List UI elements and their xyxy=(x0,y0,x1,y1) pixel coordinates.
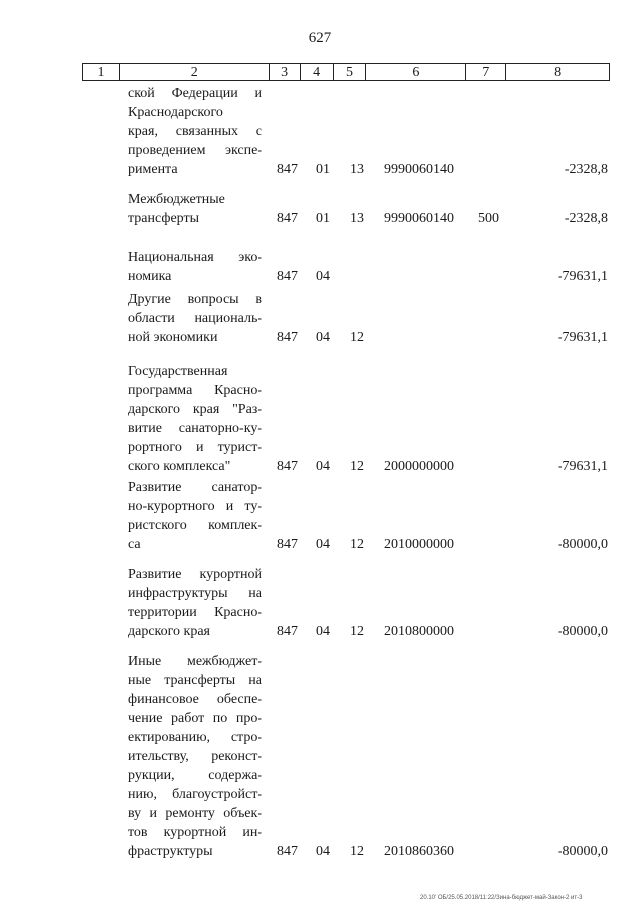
header-col-1: 1 xyxy=(83,64,120,80)
row-name-line: ной экономики xyxy=(128,330,218,345)
row-subsection: 12 xyxy=(350,844,364,859)
row-name-line: фраструктуры xyxy=(128,844,213,859)
row-name-line: инфраструктуры на xyxy=(128,586,262,601)
row-name-line: ристского комплек- xyxy=(128,518,262,533)
row-name xyxy=(128,190,262,228)
row-name-line: проведением экспе- xyxy=(128,143,262,158)
page-number: 627 xyxy=(308,30,332,46)
header-col-6: 6 xyxy=(366,64,466,80)
row-name xyxy=(128,652,262,861)
row-name-line: дарского края xyxy=(128,624,210,639)
row-name-line: римента xyxy=(128,162,178,177)
header-col-7: 7 xyxy=(466,64,506,80)
row-sum: -80000,0 xyxy=(557,844,608,859)
row-name-line: ительству, реконст- xyxy=(128,749,262,764)
row-name-line: Иные межбюджет- xyxy=(128,654,262,669)
row-name-line: рортного и турист- xyxy=(128,440,262,455)
row-name xyxy=(128,290,262,347)
row-name-line: ского комплекса" xyxy=(128,459,231,474)
header-col-5: 5 xyxy=(334,64,367,80)
row-name-line: номика xyxy=(128,269,172,284)
row-grbs: 847 xyxy=(277,269,298,284)
row-sum: -79631,1 xyxy=(557,269,608,284)
row-name xyxy=(128,248,262,286)
row-section: 04 xyxy=(316,459,330,474)
row-name-line: края, связанных с xyxy=(128,124,262,139)
header-col-3: 3 xyxy=(270,64,301,80)
row-expense-type: 500 xyxy=(478,211,499,226)
row-name-line: нию, благоустройст- xyxy=(128,787,262,802)
row-sum: -80000,0 xyxy=(557,537,608,552)
column-number-header xyxy=(82,63,610,81)
row-grbs: 847 xyxy=(277,844,298,859)
row-name-line: Развитие санатор- xyxy=(128,480,262,495)
row-subsection: 13 xyxy=(350,211,364,226)
row-section: 01 xyxy=(316,162,330,177)
row-name-line: территории Красно- xyxy=(128,605,262,620)
row-name-line: но-курортного и ту- xyxy=(128,499,262,514)
row-grbs: 847 xyxy=(277,162,298,177)
row-sum: -79631,1 xyxy=(557,459,608,474)
row-name-line: Краснодарского xyxy=(128,105,223,120)
row-name-line: дарского края "Раз- xyxy=(128,402,262,417)
row-name-line: тов курортной ин- xyxy=(128,825,262,840)
row-section: 01 xyxy=(316,211,330,226)
row-name xyxy=(128,478,262,554)
row-subsection: 12 xyxy=(350,537,364,552)
row-name xyxy=(128,84,262,179)
row-name-line: Межбюджетные xyxy=(128,192,225,207)
row-grbs: 847 xyxy=(277,537,298,552)
row-name-line: Развитие курортной xyxy=(128,567,262,582)
row-grbs: 847 xyxy=(277,330,298,345)
row-target-article: 9990060140 xyxy=(384,162,454,177)
row-target-article: 9990060140 xyxy=(384,211,454,226)
row-target-article: 2010000000 xyxy=(384,537,454,552)
row-name-line: витие санаторно-ку- xyxy=(128,421,262,436)
row-section: 04 xyxy=(316,330,330,345)
row-target-article: 2010800000 xyxy=(384,624,454,639)
row-sum: -2328,8 xyxy=(564,211,608,226)
row-section: 04 xyxy=(316,269,330,284)
row-section: 04 xyxy=(316,537,330,552)
row-section: 04 xyxy=(316,624,330,639)
row-name-line: области националь- xyxy=(128,311,262,326)
row-subsection: 12 xyxy=(350,624,364,639)
row-name-line: ектированию, стро- xyxy=(128,730,262,745)
header-col-8: 8 xyxy=(506,64,610,80)
row-name-line: рукции, содержа- xyxy=(128,768,262,783)
row-name-line: чение работ по про- xyxy=(128,711,262,726)
row-sum: -79631,1 xyxy=(557,330,608,345)
row-name-line: программа Красно- xyxy=(128,383,262,398)
row-name-line: Национальная эко- xyxy=(128,250,262,265)
row-name xyxy=(128,362,262,476)
row-sum: -80000,0 xyxy=(557,624,608,639)
row-name xyxy=(128,565,262,641)
row-name-line: трансферты xyxy=(128,211,200,226)
row-name-line: ные трансферты на xyxy=(128,673,262,688)
row-name-line: са xyxy=(128,537,141,552)
footer-file-note: 20.10' ОБ/25.05.2018/11:22/Зина-бюджет-май-Закон-2 ит-3 xyxy=(420,895,583,901)
row-grbs: 847 xyxy=(277,211,298,226)
row-sum: -2328,8 xyxy=(564,162,608,177)
header-col-2: 2 xyxy=(120,64,270,80)
row-grbs: 847 xyxy=(277,459,298,474)
row-subsection: 12 xyxy=(350,330,364,345)
row-name-line: Другие вопросы в xyxy=(128,292,262,307)
row-name-line: ву и ремонту объек- xyxy=(128,806,262,821)
row-grbs: 847 xyxy=(277,624,298,639)
row-subsection: 12 xyxy=(350,459,364,474)
row-name-line: ской Федерации и xyxy=(128,86,262,101)
header-col-4: 4 xyxy=(301,64,334,80)
row-name-line: Государственная xyxy=(128,364,228,379)
row-section: 04 xyxy=(316,844,330,859)
row-subsection: 13 xyxy=(350,162,364,177)
row-target-article: 2000000000 xyxy=(384,459,454,474)
row-name-line: финансовое обеспе- xyxy=(128,692,262,707)
row-target-article: 2010860360 xyxy=(384,844,454,859)
